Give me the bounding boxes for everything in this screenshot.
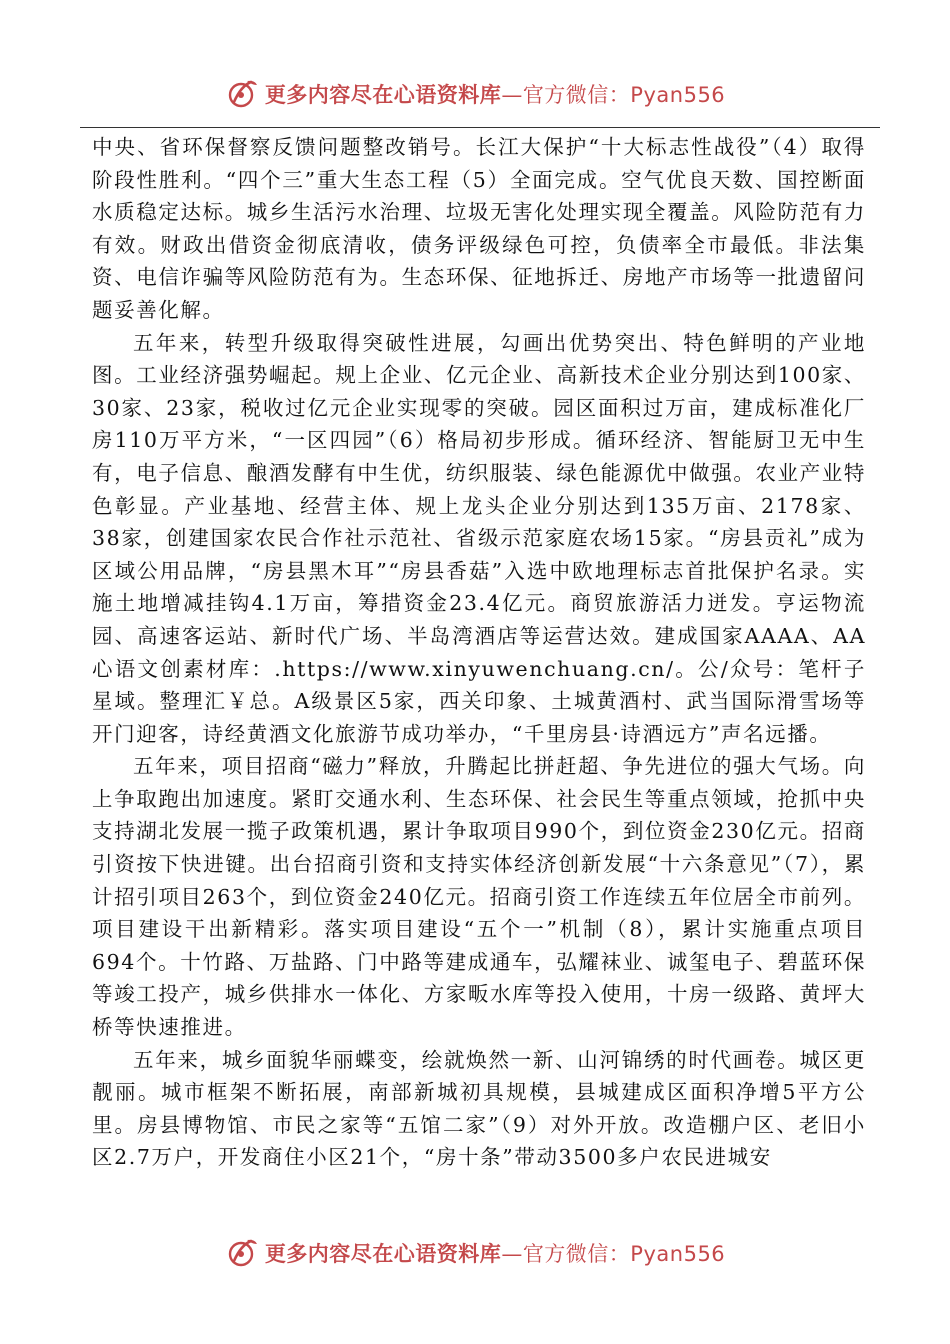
header-banner-text — [265, 79, 725, 109]
paragraph-3: 五年来，项目招商“磁力”释放，升腾起比拼赶超、争先进位的强大气场。向上争取跑出加速度。紧盯交通水利、生态环保、社会民生等重点领域，抢抓中央支持湖北发展一揽子政策机遇，累计争取项目990个，到位资金230亿元。招商引资按下快进键。出台招商引资和支持实体经济创新发展“十六条意见”（7），累计招引项目263个，到位资金240亿元。招商引资工作连续五年位居全市前列。项目建设干出新精彩。落实项目建设“五个一”机制（8），累计实施重点项目694个。十竹路、万盐路、门中路等建成通车，弘耀袜业、诚玺电子、碧蓝环保等竣工投产，城乡供排水一体化、方家畈水库等投入使用，十房一级路、黄坪大桥等快速推进。 — [92, 754, 866, 1040]
header-wechat-id: 官方微信：Pyan556 — [522, 83, 726, 107]
header-separator: — — [501, 83, 523, 107]
paragraph-2: 五年来，转型升级取得突破性进展，勾画出优势突出、特色鲜明的产业地图。工业经济强势崛起。规上企业、亿元企业、高新技术企业分别达到100家、 30家、23家，税收过亿元企业实现零的突破。园区面积过万亩，建成标准化厂房110万平方米，“一区四园”（6）格局初步形成。循环经济、智能厨卫无中生有，电子信息、酿酒发酵有中生优，纺织服装、绿色能源优中做强。农业产业特色彰显。产业基地、经营主体、规上龙头企业分别达到135万亩、2178家、 38家，创建国家农民合作社示范社、省级示范家庭农场15家。“房县贡礼”成为区域公用品牌，“房县黑木耳”“房县香菇”入选中欧地理标志首批保护名录。实施土地增减挂钩4.1万亩，筹措资金23.4亿元。商贸旅游活力迸发。亨运物流园、高速客运站、新时代广场、半岛湾酒店等运营达效。建成国家AAAA、AA心语文创素材库：.https://www.xinyuwenchuang.cn/。公/众号：笔杆子星域。整理汇￥总。A级景区5家，西关印象、土城黄酒村、武当国际滑雪场等开门迎客，诗经黄酒文化旅游节成功举办，“千里房县·诗酒远方”声名远播。 — [92, 330, 866, 746]
header-rule — [80, 127, 880, 128]
footer-wechat-id: 官方微信：Pyan556 — [522, 1242, 726, 1266]
footer-site-name: 更多内容尽在心语资料库 — [264, 1242, 502, 1266]
logo-icon — [225, 76, 261, 112]
paragraph-4: 五年来，城乡面貌华丽蝶变，绘就焕然一新、山河锦绣的时代画卷。城区更靓丽。城市框架不断拓展，南部新城初具规模，县城建成区面积净增5平方公里。房县博物馆、市民之家等“五馆二家”（9）对外开放。改造棚户区、老旧小区2.7万户，开发商住小区21个，“房十条”带动3500多户农民进城安 — [92, 1047, 866, 1170]
header-banner — [0, 74, 950, 114]
document-body — [92, 131, 866, 1174]
footer-banner-text — [265, 1238, 725, 1268]
footer-banner — [0, 1233, 950, 1273]
footer-separator: — — [501, 1242, 523, 1266]
header-site-name: 更多内容尽在心语资料库 — [264, 83, 502, 107]
paragraph-1: 中央、省环保督察反馈问题整改销号。长江大保护“十大标志性战役”（4）取得阶段性胜利。“四个三”重大生态工程（5）全面完成。空气优良天数、国控断面水质稳定达标。城乡生活污水治理、垃圾无害化处理实现全覆盖。风险防范有力有效。财政出借资金彻底清收，债务评级绿色可控，负债率全市最低。非法集资、电信诈骗等风险防范有为。生态环保、征地拆迁、房地产市场等一批遗留问题妥善化解。 — [92, 135, 866, 322]
logo-icon — [225, 1235, 261, 1271]
